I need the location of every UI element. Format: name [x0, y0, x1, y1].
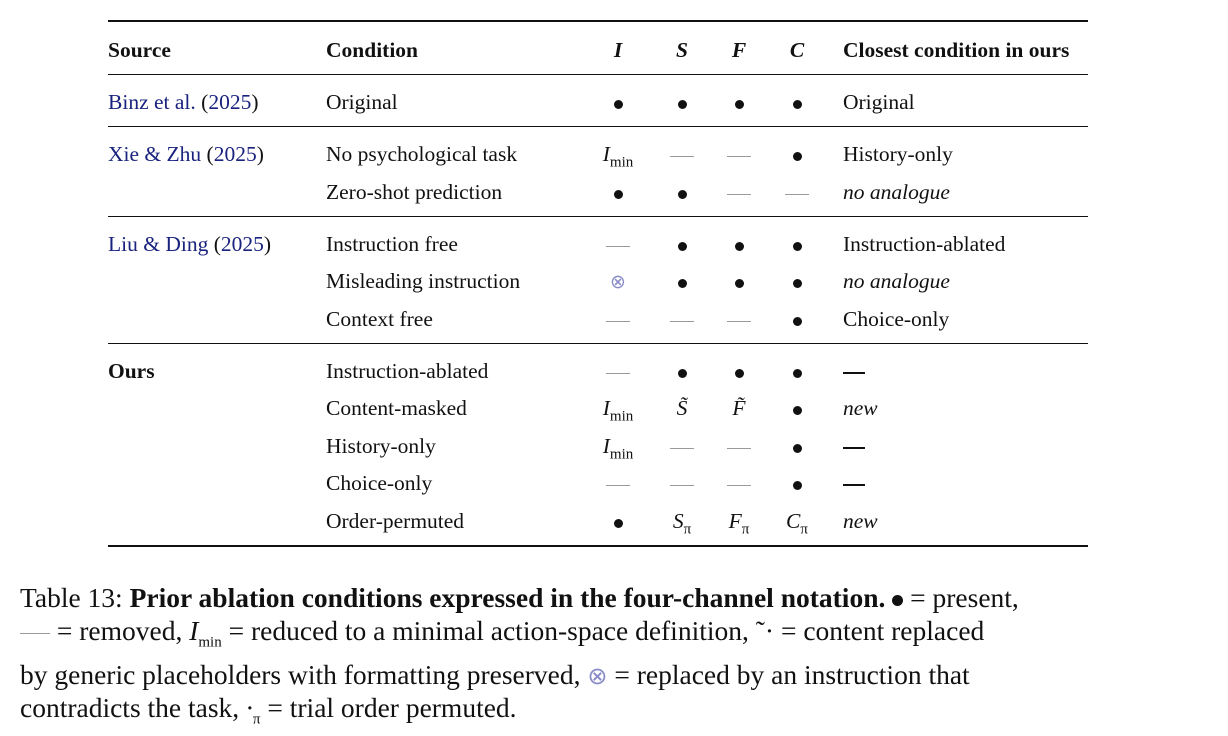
- channel-C-value: [793, 471, 802, 495]
- condition-cell: No psychological task: [326, 142, 518, 166]
- present-dot: [614, 100, 623, 109]
- channel-C-cell: [767, 266, 827, 296]
- citation-year: 2025: [208, 90, 252, 114]
- table-caption: [20, 582, 1220, 736]
- channel-S-cell: [652, 177, 712, 207]
- channel-S-value: [670, 142, 694, 166]
- channel-F-cell: [709, 506, 769, 536]
- channel-F-cell: [709, 356, 769, 386]
- channel-C-cell: [767, 177, 827, 207]
- closest-label: History-only: [843, 142, 953, 166]
- channel-I-cell: [588, 393, 648, 423]
- channel-F-value: [735, 359, 744, 383]
- channel-S-value: [672, 509, 692, 538]
- channel-F-cell: [709, 393, 769, 423]
- channel-F-value: [735, 90, 744, 114]
- condition-cell: Instruction-ablated: [326, 359, 489, 383]
- channel-I-value: [602, 396, 634, 425]
- group-rule: [108, 126, 1088, 127]
- caption-text: contradicts the task,: [20, 692, 240, 723]
- citation-year: 2025: [220, 232, 264, 256]
- no-closest-dash: [843, 484, 865, 486]
- present-symbol: [892, 595, 903, 606]
- citation-author: Liu & Ding: [108, 232, 209, 256]
- present-dot: [793, 279, 802, 288]
- header-closest: Closest condition in ours: [843, 38, 1070, 62]
- table-row: [108, 468, 1088, 498]
- channel-I-cell: [588, 304, 648, 334]
- top-rule: [108, 20, 1088, 22]
- channel-S-value: [670, 307, 694, 331]
- table-row: [108, 393, 1088, 423]
- table-row: [108, 431, 1088, 461]
- closest-label: Original: [843, 90, 915, 114]
- channel-F-cell: [709, 468, 769, 498]
- present-dot: [678, 100, 687, 109]
- no-closest-dash: [843, 447, 865, 449]
- header-F: F: [731, 38, 747, 62]
- removed-dash: [670, 321, 694, 322]
- tilde-symbol: ˜·: [755, 614, 775, 646]
- condition-cell: Order-permuted: [326, 509, 465, 533]
- channel-S-value: [678, 269, 687, 293]
- present-dot: [614, 190, 623, 199]
- caption-text: = removed,: [56, 614, 183, 646]
- closest-cell: [843, 177, 950, 207]
- otimes-symbol: ⊗: [587, 661, 608, 690]
- channel-F-value: [735, 269, 744, 293]
- channel-S-cell: [652, 506, 712, 536]
- channel-C-value: [793, 359, 802, 383]
- channel-I-value: [606, 307, 630, 331]
- present-dot: [793, 481, 802, 490]
- closest-cell: [843, 139, 953, 169]
- channel-S-cell: [652, 356, 712, 386]
- table-row: [108, 177, 1088, 207]
- otimes-symbol: ⊗: [610, 271, 626, 293]
- channel-C-value: [793, 90, 802, 114]
- caption-text: = present,: [910, 582, 1019, 613]
- channel-S-value: [677, 396, 688, 420]
- channel-S-cell: [652, 393, 712, 423]
- channel-F-value: [727, 180, 751, 204]
- channel-F-cell: [709, 266, 769, 296]
- header-I: I: [613, 38, 623, 62]
- channel-S-value: [678, 90, 687, 114]
- permuted-symbol: $S_\pi$: [672, 509, 692, 538]
- present-dot: [735, 100, 744, 109]
- channel-C-value: [793, 307, 802, 331]
- table-row: [108, 356, 1088, 386]
- channel-F-value: [727, 434, 751, 458]
- channel-I-value: [602, 434, 634, 463]
- closest-label: Choice-only: [843, 307, 950, 331]
- condition-cell: Zero-shot prediction: [326, 180, 503, 204]
- present-dot: [678, 279, 687, 288]
- citation-author: Xie & Zhu: [108, 142, 202, 166]
- channel-C-cell: [767, 506, 827, 536]
- present-dot: [793, 242, 802, 251]
- present-dot: [678, 190, 687, 199]
- channel-I-value: [606, 471, 630, 495]
- caption-text: = content replaced: [780, 614, 985, 646]
- closest-cell: [843, 468, 865, 498]
- channel-S-cell: [652, 431, 712, 461]
- closest-label: Instruction-ablated: [843, 232, 1006, 256]
- channel-I-cell: [588, 266, 648, 296]
- table-row: [108, 266, 1088, 296]
- channel-S-cell: [652, 229, 712, 259]
- channel-S-value: [670, 471, 694, 495]
- closest-cell: [843, 431, 865, 461]
- removed-dash: [727, 156, 751, 157]
- header-source: Source: [108, 38, 171, 62]
- caption-text: by generic placeholders with formatting preserved,: [20, 658, 581, 690]
- condition-cell: History-only: [326, 434, 436, 458]
- present-dot: [793, 406, 802, 415]
- header-condition: Condition: [326, 38, 419, 62]
- channel-S-value: [678, 232, 687, 256]
- closest-label: no analogue: [843, 269, 950, 293]
- channel-F-cell: [709, 139, 769, 169]
- channel-C-value: [793, 396, 802, 420]
- removed-dash: [670, 485, 694, 486]
- caption-text: = replaced by an instruction that: [614, 658, 970, 690]
- channel-I-cell: [588, 139, 648, 169]
- channel-F-cell: [709, 177, 769, 207]
- channel-I-cell: [588, 431, 648, 461]
- channel-C-value: [793, 232, 802, 256]
- closest-label: no analogue: [843, 180, 950, 204]
- channel-I-cell: [588, 356, 648, 386]
- bottom-rule: [108, 545, 1088, 547]
- condition-cell: Context free: [326, 307, 433, 331]
- channel-F-value: [735, 232, 744, 256]
- removed-dash: [606, 485, 630, 486]
- channel-C-cell: [767, 393, 827, 423]
- channel-I-cell: [588, 177, 648, 207]
- source-cell: Liu & Ding (2025): [108, 232, 272, 256]
- masked-symbol: F̃: [732, 396, 746, 420]
- channel-I-value: [614, 90, 623, 114]
- channel-I-cell: [588, 506, 648, 536]
- table-row: [108, 139, 1088, 169]
- channel-I-value: [610, 269, 626, 293]
- channel-C-cell: [767, 304, 827, 334]
- condition-cell: Misleading instruction: [326, 269, 521, 293]
- source-ours: Ours: [108, 359, 155, 383]
- closest-label: new: [843, 509, 878, 533]
- channel-F-value: [727, 142, 751, 166]
- removed-dash: [606, 373, 630, 374]
- channel-I-cell: [588, 87, 648, 117]
- channel-S-cell: [652, 139, 712, 169]
- group-rule: [108, 343, 1088, 344]
- present-dot: [793, 369, 802, 378]
- pi-symbol: $\cdot_\pi$: [246, 692, 261, 728]
- closest-cell: [843, 506, 878, 536]
- header-rule: [108, 74, 1088, 75]
- removed-dash: [727, 485, 751, 486]
- condition-cell: Content-masked: [326, 396, 467, 420]
- header-C: C: [789, 38, 805, 62]
- present-dot: [614, 519, 623, 528]
- channel-I-cell: [588, 468, 648, 498]
- masked-symbol: S̃: [676, 396, 688, 420]
- condition-cell: Original: [326, 90, 398, 114]
- table-row: [108, 229, 1088, 259]
- channel-I-value: [606, 359, 630, 383]
- channel-S-cell: [652, 266, 712, 296]
- channel-F-cell: [709, 229, 769, 259]
- permuted-symbol: $C_\pi$: [786, 509, 808, 538]
- removed-dash: [606, 321, 630, 322]
- source-cell: Binz et al. (2025): [108, 90, 259, 114]
- caption-title: Prior ablation conditions expressed in the four-channel notation.: [129, 582, 886, 613]
- present-dot: [735, 242, 744, 251]
- channel-F-cell: [709, 304, 769, 334]
- channel-I-value: [614, 509, 623, 533]
- citation-author: Binz et al.: [108, 90, 196, 114]
- condition-cell: Choice-only: [326, 471, 433, 495]
- channel-S-cell: [652, 304, 712, 334]
- channel-S-value: [670, 434, 694, 458]
- removed-dash: [670, 156, 694, 157]
- no-closest-dash: [843, 372, 865, 374]
- closest-cell: [843, 393, 878, 423]
- channel-C-cell: [767, 87, 827, 117]
- channel-F-cell: [709, 431, 769, 461]
- present-dot: [678, 369, 687, 378]
- channel-I-value: [614, 180, 623, 204]
- channel-C-cell: [767, 229, 827, 259]
- present-dot: [793, 444, 802, 453]
- closest-cell: [843, 87, 915, 117]
- table-row: [108, 87, 1088, 117]
- channel-F-value: [727, 307, 751, 331]
- closest-cell: [843, 229, 1005, 259]
- channel-S-value: [678, 180, 687, 204]
- imin-symbol: $I_{min}$: [189, 614, 222, 650]
- imin-symbol: $I_{min}$: [602, 434, 634, 463]
- removed-symbol: [20, 633, 50, 634]
- channel-C-value: [793, 142, 802, 166]
- channel-I-cell: [588, 229, 648, 259]
- permuted-symbol: $F_\pi$: [728, 509, 750, 538]
- channel-S-value: [678, 359, 687, 383]
- closest-cell: [843, 356, 865, 386]
- closest-cell: [843, 304, 949, 334]
- channel-S-cell: [652, 87, 712, 117]
- table-header: [108, 35, 1088, 65]
- present-dot: [735, 279, 744, 288]
- channel-C-cell: [767, 431, 827, 461]
- header-S: S: [676, 38, 688, 62]
- channel-C-cell: [767, 139, 827, 169]
- removed-dash: [727, 321, 751, 322]
- channel-F-cell: [709, 87, 769, 117]
- caption-text: = trial order permuted.: [267, 692, 517, 723]
- channel-I-value: [602, 142, 634, 171]
- group-rule: [108, 216, 1088, 217]
- imin-symbol: $I_{min}$: [602, 396, 634, 425]
- channel-F-value: [727, 471, 751, 495]
- source-cell: [108, 356, 155, 386]
- channel-S-cell: [652, 468, 712, 498]
- removed-dash: [727, 448, 751, 449]
- channel-C-cell: [767, 356, 827, 386]
- channel-C-value: [793, 434, 802, 458]
- imin-symbol: $I_{min}$: [602, 142, 634, 171]
- removed-dash: [670, 448, 694, 449]
- channel-F-value: [728, 509, 750, 538]
- present-dot: [793, 100, 802, 109]
- table-row: [108, 506, 1088, 536]
- closest-cell: [843, 266, 950, 296]
- channel-C-value: [793, 269, 802, 293]
- present-dot: [735, 369, 744, 378]
- present-dot: [678, 242, 687, 251]
- channel-C-value: [785, 180, 809, 204]
- channel-F-value: [732, 396, 745, 420]
- removed-dash: [727, 194, 751, 195]
- removed-dash: [785, 194, 809, 195]
- table-row: [108, 304, 1088, 334]
- channel-C-value: [786, 509, 808, 538]
- present-dot: [793, 317, 802, 326]
- caption-text: = reduced to a minimal action-space definition,: [228, 614, 749, 646]
- present-dot: [793, 152, 802, 161]
- channel-I-value: [606, 232, 630, 256]
- source-cell: Xie & Zhu (2025): [108, 142, 264, 166]
- closest-label: new: [843, 396, 878, 420]
- caption-label: Table 13:: [20, 582, 123, 613]
- citation-year: 2025: [213, 142, 257, 166]
- condition-cell: Instruction free: [326, 232, 458, 256]
- channel-C-cell: [767, 468, 827, 498]
- removed-dash: [606, 246, 630, 247]
